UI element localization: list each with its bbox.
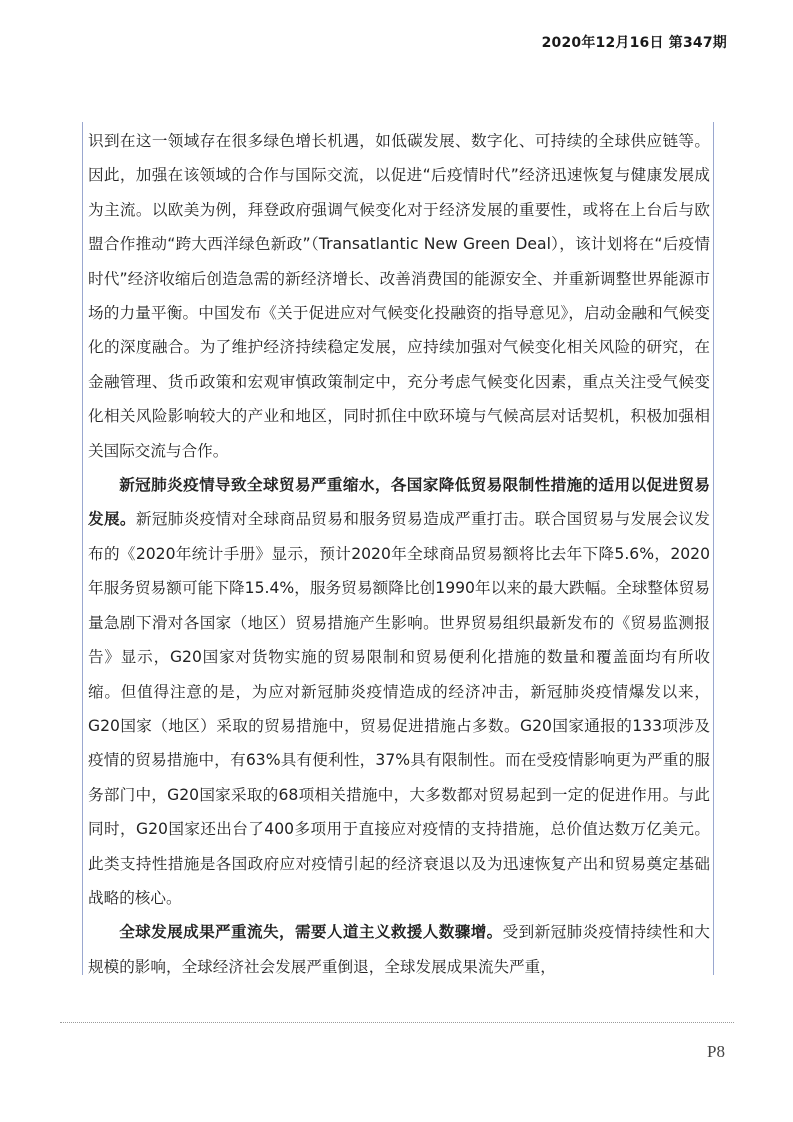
paragraph-development-heading: 全球发展成果严重流失，需要人道主义救援人数骤增。: [119, 923, 503, 942]
paragraph-trade-text: 新冠肺炎疫情对全球商品贸易和服务贸易造成严重打击。联合国贸易与发展会议发布的《2020年统计手册》显示，预计2020年全球商品贸易额将比去年下降5.6%，2020年服务贸易额可能下降15.4%，服务贸易额降比创1990年以来的最大跌幅。全球整体贸易量急剧下滑对各国家（地区）贸易措施产生影响。世界贸易组织最新发布的《贸易监测报告》显示，G20国家对货物实施的贸易限制和贸易便利化措施的数量和覆盖面均有所收缩。但值得注意的是，为应对新冠肺炎疫情造成的经济冲击，新冠肺炎疫情爆发以来，G20国家（地区）采取的贸易措施中，贸易促进措施占多数。G20国家通报的133项涉及疫情的贸易措施中，有63%具有便利性，37%具有限制性。而在受疫情影响更为严重的服务部门中，G20国家采取的68项相关措施中，大多数都对贸易起到一定的促进作用。与此同时，G20国家还出台了400多项用于直接应对疫情的支持措施，总价值达数万亿美元。此类支持性措施是各国政府应对疫情引起的经济衰退以及为迅速恢复产出和贸易奠定基础战略的核心。: [88, 510, 710, 907]
issue-date-header: 2020年12月16日 第347期: [541, 35, 727, 51]
paragraph-trade-heading: 新冠肺炎疫情导致全球贸易严重缩水，各国家降低贸易限制性措施的适用以促进贸易发展。: [88, 476, 710, 529]
footer-divider: [60, 1022, 734, 1023]
article-body: [88, 124, 710, 984]
paragraph-climate: 识到在这一领域存在很多绿色增长机遇，如低碳发展、数字化、可持续的全球供应链等。因此，加强在该领域的合作与国际交流，以促进“后疫情时代”经济迅速恢复与健康发展成为主流。以欧美为例，拜登政府强调气候变化对于经济发展的重要性，或将在上台后与欧盟合作推动“跨大西洋绿色新政”（Transatlantic New Green Deal），该计划将在“后疫情时代”经济收缩后创造急需的新经济增长、改善消费国的能源安全、并重新调整世界能源市场的力量平衡。中国发布《关于促进应对气候变化投融资的指导意见》，启动金融和气候变化的深度融合。为了维护经济持续稳定发展，应持续加强对气候变化相关风险的研究，在金融管理、货币政策和宏观审慎政策制定中，充分考虑气候变化因素，重点关注受气候变化相关风险影响较大的产业和地区，同时抓住中欧环境与气候高层对话契机，积极加强相关国际交流与合作。: [88, 132, 710, 460]
paragraph-development: [88, 915, 710, 984]
paragraph-development-text: 受到新冠肺炎疫情持续性和大规模的影响，全球经济社会发展严重倒退，全球发展成果流失严重，: [88, 923, 710, 976]
paragraph-trade: [88, 468, 710, 915]
page-number: P8: [707, 1042, 725, 1061]
